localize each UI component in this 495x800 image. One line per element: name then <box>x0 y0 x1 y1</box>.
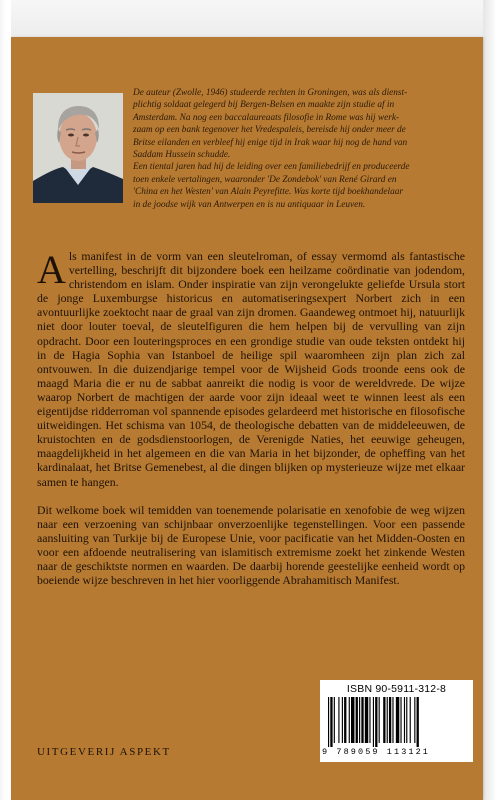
barcode-bar <box>351 697 354 743</box>
barcode-bar <box>375 697 377 747</box>
barcode-bar <box>383 697 385 743</box>
barcode-bar <box>342 697 343 743</box>
bio-line: Amsterdam. Na nog een baccalaureaats filosofie in Rome was hij werk- <box>133 112 400 123</box>
bio-line: De auteur (Zwolle, 1946) studeerde rechten in Groningen, was als dienst- <box>133 88 408 98</box>
bio-line: Een tiental jaren had hij de leiding over een familiebedrijf en produceerde <box>133 162 410 173</box>
barcode-bar <box>387 697 388 743</box>
barcode-bar <box>410 697 411 743</box>
barcode-digits: 9 789059 113121 <box>322 747 431 757</box>
publisher-name: UITGEVERIJ ASPEKT <box>37 746 171 758</box>
barcode-bar <box>406 697 407 743</box>
author-bio <box>133 87 478 211</box>
bio-line: Saddam Hussein schudde. <box>133 150 231 161</box>
barcode-bar <box>417 697 419 747</box>
author-photo <box>33 93 123 203</box>
barcode-bar <box>359 697 360 743</box>
barcode-bar <box>328 697 329 747</box>
barcode-bar <box>349 697 350 743</box>
barcode-bar <box>379 697 380 743</box>
drop-cap: A <box>37 247 66 292</box>
barcode-bar <box>400 697 401 743</box>
barcode-bar <box>396 697 399 743</box>
bio-line: plichtig soldaat gelegerd bij Bergen-Belsen en maakte zijn studie af in <box>133 100 395 111</box>
barcode-bar <box>392 697 393 743</box>
barcode-bar <box>334 697 335 743</box>
barcode-bar <box>330 697 332 747</box>
bio-line: toen enkele vertalingen, waaronder 'De Zondebok' van René Girard en <box>133 174 397 185</box>
barcode-bar <box>361 697 363 743</box>
book-top-edge <box>11 0 483 37</box>
barcode-bar <box>404 697 405 743</box>
blurb-paragraph-1 <box>37 249 465 489</box>
blurb <box>37 249 465 587</box>
barcode-bar <box>344 697 346 743</box>
bio-line: 'China en het Westen' van Alain Peyrefitte. Was korte tijd boekhandelaar <box>133 187 404 198</box>
barcode-bar <box>369 697 370 743</box>
bio-line: zaam op een bank tegenover het Vredespaleis, bereisde hij onder meer de <box>133 125 406 136</box>
bio-line: in de joodse wijk van Antwerpen en is nu antiquaar in Leuven. <box>133 199 366 210</box>
barcode-bar <box>414 697 415 743</box>
barcode-bar <box>356 697 358 743</box>
barcode-bar <box>338 697 339 743</box>
blurb-paragraph-1-text: ls manifest in de vorm van een sleutelroman, of essay vermomd als fantastische vertelling, beschrijft dit bijzondere boek een heilzame coördinatie van jodendom, christendom en islam. Onder inspiratie van zijn verongelukte geliefde Ursula stort de jonge Luxemburgse historicus en automatiseringsexpert Norbert zich in een avontuurlijke zoektocht naar de graal van zijn dromen. Gaandeweg ontmoet hij, natuurlijk niet door louter toeval, de sleutelfiguren die hem helpen bij de vervulling van zijn opdracht. Door een louteringsproces en een grondige studie van oude teksten ontdekt hij in de Hagia Sophia van Istanboel de heilige spil waaromheen zijn plan zich zal ontvouwen. In die duizendjarige tempel voor de Wijsheid Gods troonde eens ook de maagd Maria die er nu de sabbat aanreikt die nodig is voor de wereldvrede. De wijze waarop Norbert de machtigen der aarde voor zijn ideaal weet te winnen leest als een eigentijdse ridderroman vol spannende episodes gelardeerd met historische en filosofische uitweidingen. Het schisma van 1054, de theologische debatten van de middeleeuwen, de kruistochten en de godsdienstoorlogen, de Verenigde Naties, het eeuwige geheugen, maagdelijkheid in het algemeen en die van Maria in het bijzonder, de opheffing van het kardinalaat, het Britse Gemenebest, al die dingen blijken op mysterieuze wijze met elkaar samen te hangen. <box>37 249 465 489</box>
barcode-icon <box>326 697 466 747</box>
book-page-edges <box>483 0 495 800</box>
barcode-bar <box>365 697 368 743</box>
blurb-paragraph-2: Dit welkome boek wil temidden van toenemende polarisatie en xenofobie de weg wijzen naar een verzoening van schijnbaar onverzoenlijke tegenstellingen. Voor een passende aansluiting van Turkije bij de Europese Unie, voor pacificatie van het Midden-Oosten en voor een afdoende neutralisering van islamitisch extremisme zoekt het zinkende Westen naar de geschiktste normen en waarden. De daarbij horende geestelijke eenheid wordt op boeiende wijze beschreven in het hier voorliggende Abrahamitisch Manifest. <box>37 502 465 588</box>
bio-line: Britse eilanden en verbleef hij enige tijd in Irak waar hij nog de hand van <box>133 137 408 148</box>
barcode-bar <box>373 697 374 747</box>
barcode-label <box>320 680 473 762</box>
barcode-bar <box>389 697 391 743</box>
isbn-text: ISBN 90-5911-312-8 <box>346 683 447 695</box>
